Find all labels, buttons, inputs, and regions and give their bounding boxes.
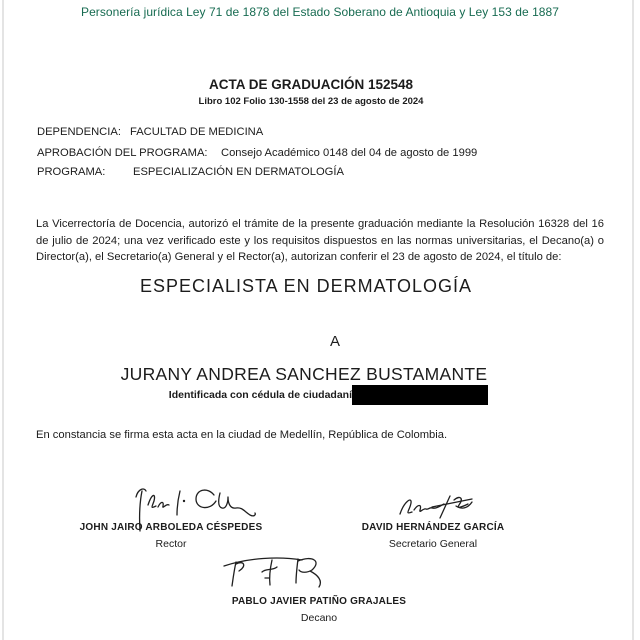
rector-name: JOHN JAIRO ARBOLEDA CÉSPEDES bbox=[79, 522, 263, 533]
dependencia-value: FACULTAD DE MEDICINA bbox=[130, 126, 264, 138]
programa-label: PROGRAMA: bbox=[37, 166, 106, 178]
aprobacion-value: Consejo Académico 0148 del 04 de agosto de 1999 bbox=[221, 147, 478, 159]
decano-role: Decano bbox=[300, 612, 338, 624]
rector-role: Rector bbox=[155, 538, 187, 550]
page-right-edge bbox=[632, 0, 634, 640]
secretario-name: DAVID HERNÁNDEZ GARCÍA bbox=[361, 522, 505, 533]
signature-block-secretario bbox=[333, 480, 533, 555]
closing-line: En constancia se firma esta acta en la ciudad de Medellín, República de Colombia. bbox=[36, 429, 448, 441]
dependencia-label: DEPENDENCIA: bbox=[37, 126, 121, 138]
authorization-paragraph: La Vicerrectoría de Docencia, autorizó el trámite de la presente graduación mediante la Resolución 16328 del 16 de julio de 2024; una vez verificado este y los requisitos dispuestos en las normas universitarias, el Decano(a) o Director(a), el Secretario(a) General y el Rector(a), autorizan conferir el 23 de agosto de 2024, el título de: bbox=[36, 218, 604, 264]
conferred-to-label: A bbox=[329, 333, 340, 350]
signature-block-rector bbox=[56, 480, 286, 555]
field-row-aprobacion bbox=[37, 147, 617, 161]
decano-name: PABLO JAVIER PATIÑO GRAJALES bbox=[231, 596, 407, 607]
field-row-programa bbox=[37, 166, 617, 180]
registry-line: Libro 102 Folio 130-1558 del 23 de agosto de 2024 bbox=[198, 96, 424, 107]
graduate-name: JURANY ANDREA SANCHEZ BUSTAMANTE bbox=[120, 364, 488, 384]
aprobacion-label: APROBACIÓN DEL PROGRAMA: bbox=[37, 147, 208, 159]
decano-signature-ink bbox=[220, 551, 332, 591]
degree-title: ESPECIALISTA EN DERMATOLOGÍA bbox=[139, 276, 473, 296]
legal-personhood-line: Personería jurídica Ley 71 de 1878 del Estado Soberano de Antioquia y Ley 153 de 1887 bbox=[81, 5, 559, 19]
secretario-role: Secretario General bbox=[388, 538, 478, 550]
secretario-signature-ink bbox=[392, 492, 478, 520]
field-row-dependencia bbox=[37, 126, 617, 140]
redaction-box bbox=[352, 385, 488, 405]
document-title: ACTA DE GRADUACIÓN 152548 bbox=[208, 77, 414, 92]
id-card-line: Identificada con cédula de ciudadaní bbox=[168, 389, 352, 401]
programa-value: ESPECIALIZACIÓN EN DERMATOLOGÍA bbox=[133, 166, 344, 178]
signature-block-decano bbox=[219, 550, 419, 630]
